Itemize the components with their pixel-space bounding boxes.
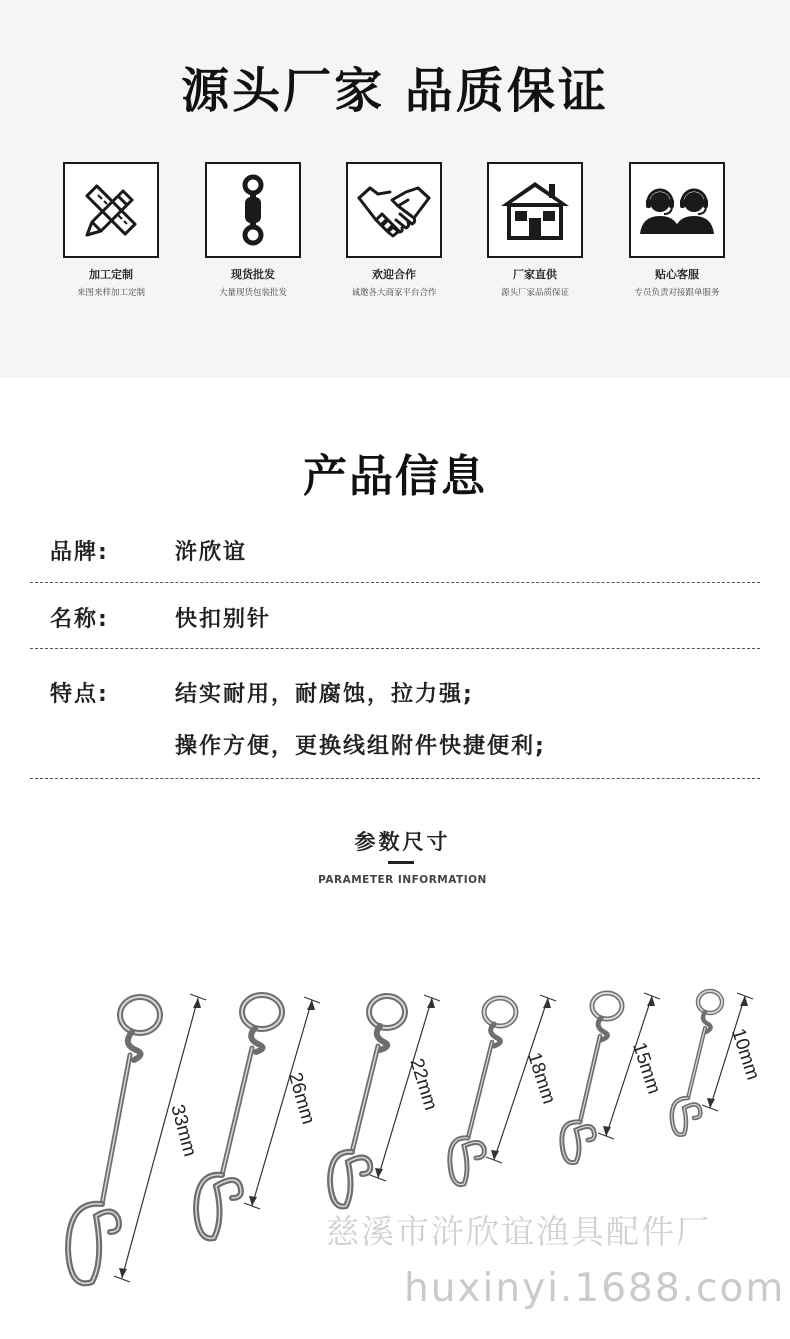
customer-service-icon [629,162,725,258]
watermark-site: huxinyi.1688.com [404,1266,786,1311]
divider [30,582,760,583]
feature-cooperation [334,162,454,298]
feature-subtitle: 专员负责对接跟单服务 [634,288,720,298]
feature-label: 特点: [50,682,109,707]
size-label-15mm: 15mm [628,1039,665,1097]
divider [30,778,760,779]
feature-title: 厂家直供 [513,268,557,281]
parameter-subtitle: PARAMETER INFORMATION [318,874,487,886]
feature-subtitle: 诚邀各大商家平台合作 [351,288,437,298]
feature-wholesale [193,162,313,298]
feature-title: 贴心客服 [655,268,699,281]
swivel-icon [205,162,301,258]
house-icon [487,162,583,258]
divider [30,648,760,649]
size-label-10mm: 10mm [727,1025,764,1083]
feature-custom [51,162,171,298]
pencil-ruler-icon [63,162,159,258]
feature-service [617,162,737,298]
banner-title: 源头厂家 品质保证 [181,63,609,119]
pin-15mm [562,993,622,1163]
name-label: 名称: [50,607,109,632]
handshake-icon [346,162,442,258]
feature-title: 欢迎合作 [372,268,416,281]
feature-subtitle: 大量现货包装批发 [218,288,287,298]
parameter-title: 参数尺寸 [354,830,451,854]
title-underline [388,861,414,864]
pin-26mm [196,995,282,1238]
feature-subtitle: 源头厂家品质保证 [500,288,569,298]
feature-title: 加工定制 [89,268,133,281]
product-info-title: 产品信息 [303,451,487,502]
pin-10mm [672,991,722,1135]
feature-direct [475,162,595,298]
watermark-company: 慈溪市浒欣谊渔具配件厂 [326,1212,711,1251]
top-banner [0,0,790,378]
size-label-33mm: 33mm [166,1102,201,1159]
size-label-22mm: 22mm [405,1056,442,1113]
feature-line-2: 操作方便，更换线组附件快捷便利; [175,734,546,759]
brand-value: 浒欣谊 [175,540,248,565]
feature-title: 现货批发 [231,268,275,281]
size-label-18mm: 18mm [523,1049,560,1107]
pin-33mm [68,997,160,1283]
feature-line-1: 结实耐用，耐腐蚀，拉力强; [175,682,474,707]
name-value: 快扣别针 [175,607,272,632]
feature-subtitle: 来图来样加工定制 [76,288,145,298]
pin-22mm [330,996,405,1207]
pin-18mm [450,998,516,1185]
size-label-26mm: 26mm [283,1070,319,1127]
brand-label: 品牌: [50,540,109,565]
